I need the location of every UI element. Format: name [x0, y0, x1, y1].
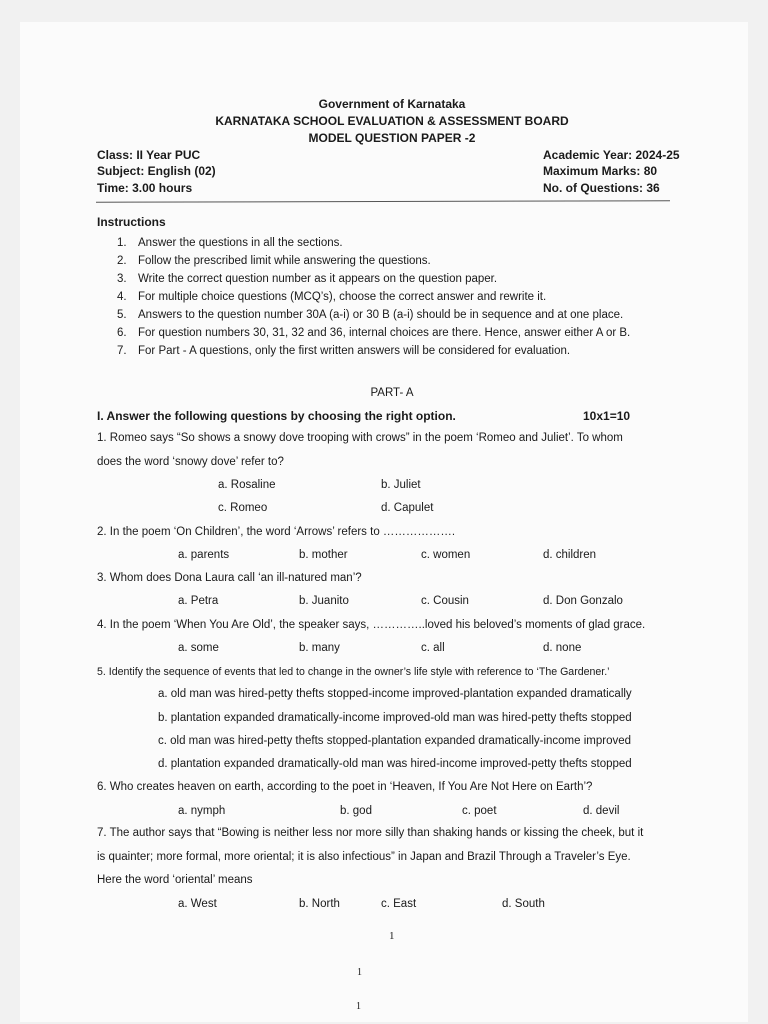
- question-4-option-d: d. none: [543, 642, 582, 654]
- question-4-option-b: b. many: [299, 642, 340, 654]
- question-1-option-b: b. Juliet: [381, 479, 421, 491]
- header-board: KARNATAKA SCHOOL EVALUATION & ASSESSMENT BOARD: [215, 114, 569, 128]
- page-number: 1: [389, 930, 395, 942]
- header-paper-title: MODEL QUESTION PAPER -2: [308, 131, 476, 145]
- page-number: 1: [356, 1001, 361, 1012]
- section-marks: 10x1=10: [583, 409, 631, 423]
- question-6-text: 6. Who creates heaven on earth, according to the poet in ‘Heaven, If You Are Not Here on Earth’?: [97, 781, 593, 793]
- question-5-option-c: c. old man was hired-petty thefts stopped-plantation expanded dramatically-income improved: [158, 735, 632, 747]
- question-3-option-a: a. Petra: [178, 595, 219, 607]
- question-6-option-d: d. devil: [583, 805, 620, 817]
- question-4-option-a: a. some: [178, 642, 219, 654]
- question-5-text: 5. Identify the sequence of events that led to change in the owner’s life style with reference to ‘The Gardener.’: [97, 666, 610, 678]
- section-heading: I. Answer the following questions by choosing the right option.: [97, 409, 456, 423]
- question-7-text: 7. The author says that “Bowing is neither less nor more silly than shaking hands or kissing the cheek, but it: [97, 827, 644, 839]
- question-3-option-b: b. Juanito: [299, 595, 349, 607]
- header-time: Time: 3.00 hours: [97, 181, 193, 195]
- page-number: 1: [357, 967, 362, 978]
- question-2-text: 2. In the poem ‘On Children’, the word ‘Arrows’ refers to ……………….: [97, 526, 456, 538]
- question-1-text-cont: does the word ‘snowy dove’ refer to?: [97, 456, 284, 468]
- question-2-option-a: a. parents: [178, 549, 230, 561]
- header-academic-year: Academic Year: 2024-25: [543, 148, 680, 162]
- question-1-option-d: d. Capulet: [381, 502, 434, 514]
- part-heading: PART- A: [370, 387, 414, 399]
- instruction-number: 4.: [117, 291, 127, 303]
- instructions-heading: Instructions: [97, 215, 166, 229]
- instruction-text: For multiple choice questions (MCQ’s), choose the correct answer and rewrite it.: [138, 291, 547, 303]
- question-7-option-c: c. East: [381, 898, 417, 910]
- instruction-number: 6.: [117, 327, 127, 339]
- instruction-text: For Part - A questions, only the first written answers will be considered for evaluation.: [138, 345, 571, 357]
- instruction-number: 3.: [117, 273, 127, 285]
- question-1-option-c: c. Romeo: [218, 502, 268, 514]
- instruction-text: Follow the prescribed limit while answering the questions.: [138, 255, 431, 267]
- question-7-option-b: b. North: [299, 898, 340, 910]
- question-2-option-b: b. mother: [299, 549, 348, 561]
- instruction-number: 2.: [117, 255, 127, 267]
- header-class: Class: II Year PUC: [97, 148, 201, 162]
- question-5-option-b: b. plantation expanded dramatically-income improved-old man was hired-petty thefts stopped: [158, 712, 632, 724]
- header-max-marks: Maximum Marks: 80: [543, 164, 658, 178]
- instruction-number: 7.: [117, 345, 127, 357]
- question-3-option-c: c. Cousin: [421, 595, 469, 607]
- instruction-text: Answers to the question number 30A (a-i) or 30 B (a-i) should be in sequence and at one place.: [138, 309, 624, 321]
- question-4-text: 4. In the poem ‘When You Are Old’, the speaker says, …………..loved his beloved’s moments of glad grace.: [97, 619, 646, 631]
- question-4-option-c: c. all: [421, 642, 445, 654]
- instruction-text: Answer the questions in all the sections.: [138, 237, 343, 249]
- header-subject: Subject: English (02): [97, 164, 216, 178]
- question-6-option-a: a. nymph: [178, 805, 226, 817]
- instruction-text: Write the correct question number as it appears on the question paper.: [138, 273, 498, 285]
- header-num-questions: No. of Questions: 36: [543, 181, 660, 195]
- instruction-number: 1.: [117, 237, 127, 249]
- question-3-option-d: d. Don Gonzalo: [543, 595, 623, 607]
- question-5-option-d: d. plantation expanded dramatically-old man was hired-income improved-petty thefts stopped: [158, 758, 632, 770]
- question-6-option-c: c. poet: [462, 805, 497, 817]
- question-1-option-a: a. Rosaline: [218, 479, 276, 491]
- question-2-option-d: d. children: [543, 549, 597, 561]
- instruction-text: For question numbers 30, 31, 32 and 36, internal choices are there. Hence, answer either A or B.: [138, 327, 631, 339]
- question-3-text: 3. Whom does Dona Laura call ‘an ill-natured man’?: [97, 572, 362, 584]
- question-2-option-c: c. women: [421, 549, 471, 561]
- header-government: Government of Karnataka: [318, 97, 466, 111]
- question-7-text-cont: is quainter; more formal, more oriental; it is also infectious” in Japan and Brazil Through a Traveler’s Eye.: [97, 851, 631, 863]
- question-7-option-a: a. West: [178, 898, 217, 910]
- question-6-option-b: b. god: [340, 805, 372, 817]
- question-1-text: 1. Romeo says “So shows a snowy dove trooping with crows” in the poem ‘Romeo and Juliet’. To whom: [97, 432, 623, 444]
- question-7-text-cont: Here the word ‘oriental’ means: [97, 874, 253, 886]
- question-7-option-d: d. South: [502, 898, 545, 910]
- question-5-option-a: a. old man was hired-petty thefts stopped-income improved-plantation expanded dramatically: [158, 688, 632, 700]
- instruction-number: 5.: [117, 309, 127, 321]
